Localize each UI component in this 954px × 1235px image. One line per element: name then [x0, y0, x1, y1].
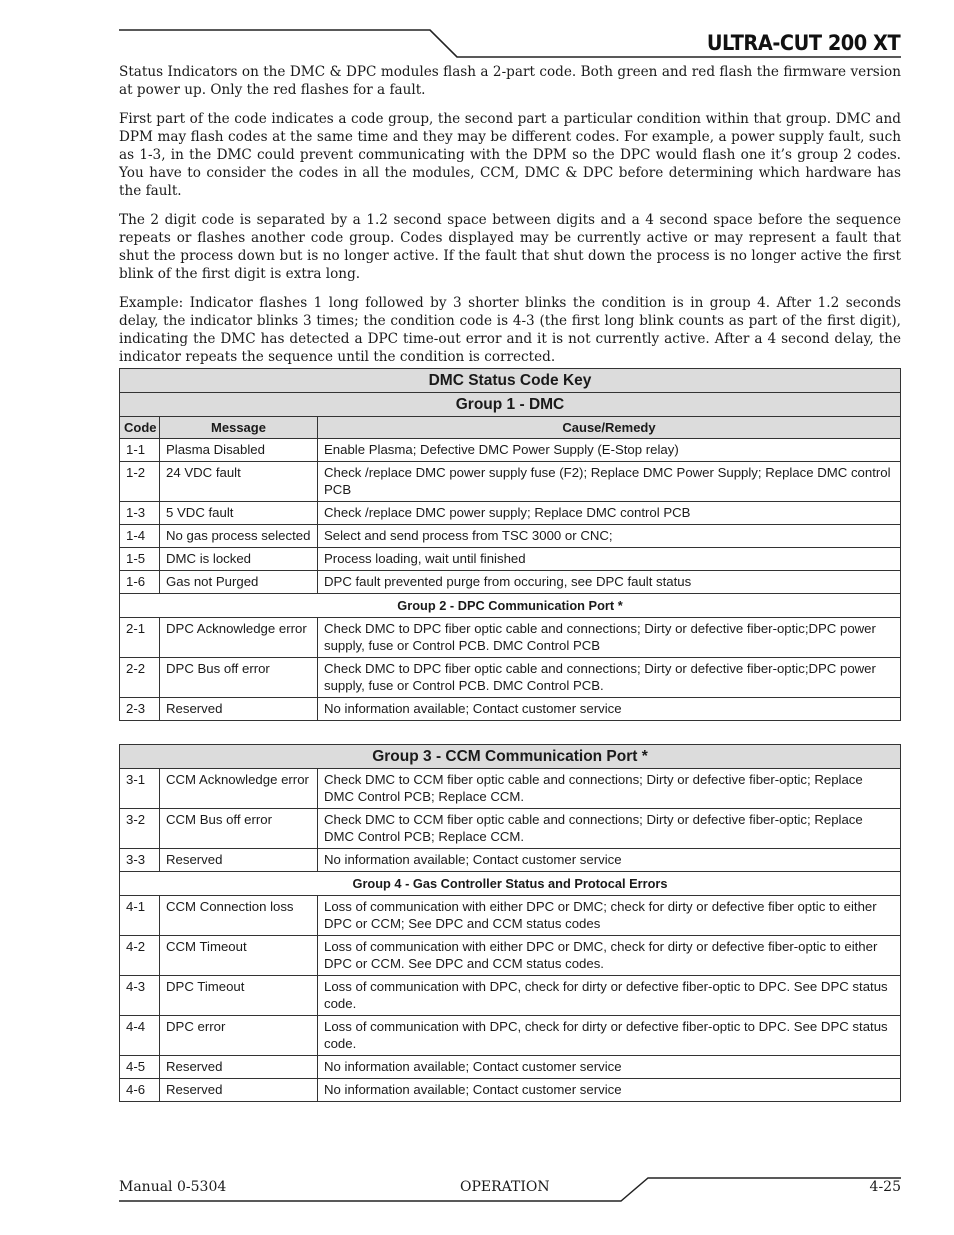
code-cell: 1-1 [120, 439, 160, 462]
message-cell: CCM Timeout [160, 936, 318, 976]
table-row [120, 462, 901, 502]
intro-paragraph-2: First part of the code indicates a code group, the second part a particular condition within that group. DMC and DPM may flash codes at the same time and they may be different codes. For example, a power supply fault, such as 1-3, in the DMC could prevent communicating with the DPM so the DPC would flash one it’s group 2 codes. You have to consider the codes in all the modules, CCM, DMC & DPC before determining which hardware has the fault. [119, 111, 901, 199]
table-row [120, 1016, 901, 1056]
message-cell: DPC Acknowledge error [160, 618, 318, 658]
code-cell: 3-2 [120, 809, 160, 849]
code-cell: 4-1 [120, 896, 160, 936]
column-header-message: Message [160, 417, 318, 439]
table-row [120, 548, 901, 571]
column-header-code: Code [120, 417, 160, 439]
table-row [120, 769, 901, 809]
cause-remedy-cell: DPC fault prevented purge from occuring, see DPC fault status [318, 571, 901, 594]
code-cell: 1-4 [120, 525, 160, 548]
message-cell: Reserved [160, 1056, 318, 1079]
code-cell: 3-3 [120, 849, 160, 872]
message-cell: CCM Connection loss [160, 896, 318, 936]
table-row [120, 936, 901, 976]
cause-remedy-cell: Check DMC to CCM fiber optic cable and connections; Dirty or defective fiber-optic; Replace DMC Control PCB; Replace CCM. [318, 809, 901, 849]
code-cell: 1-3 [120, 502, 160, 525]
intro-text [119, 63, 901, 377]
code-cell: 4-4 [120, 1016, 160, 1056]
code-cell: 1-6 [120, 571, 160, 594]
cause-remedy-cell: Loss of communication with either DPC or DMC, check for dirty or defective fiber-optic to either DPC or CCM. See DPC and CCM status codes. [318, 936, 901, 976]
table-row [120, 698, 901, 721]
cause-remedy-cell: No information available; Contact customer service [318, 1056, 901, 1079]
message-cell: CCM Acknowledge error [160, 769, 318, 809]
cause-remedy-cell: Check DMC to CCM fiber optic cable and connections; Dirty or defective fiber-optic; Replace DMC Control PCB; Replace CCM. [318, 769, 901, 809]
cause-remedy-cell: No information available; Contact customer service [318, 1079, 901, 1102]
message-cell: DMC is locked [160, 548, 318, 571]
intro-paragraph-3: The 2 digit code is separated by a 1.2 second space between digits and a 4 second space before the sequence repeats or flashes another code group. Codes displayed may be currently active or may represent a fault that shut the process down but is no longer active. If the fault that shut down the process is no longer active the first blink of the first digit is extra long. [119, 212, 901, 282]
cause-remedy-cell: Enable Plasma; Defective DMC Power Supply (E-Stop relay) [318, 439, 901, 462]
document-title: ULTRA-CUT 200 XT [706, 31, 900, 55]
group2-title: Group 2 - DPC Communication Port * [120, 594, 901, 618]
message-cell: Reserved [160, 849, 318, 872]
cause-remedy-cell: Check /replace DMC power supply; Replace DMC control PCB [318, 502, 901, 525]
code-cell: 4-5 [120, 1056, 160, 1079]
group-title-row [120, 745, 901, 769]
group-subheader-row [120, 872, 901, 896]
table-row [120, 1079, 901, 1102]
code-cell: 4-3 [120, 976, 160, 1016]
code-cell: 2-2 [120, 658, 160, 698]
message-cell: DPC Bus off error [160, 658, 318, 698]
message-cell: DPC Timeout [160, 976, 318, 1016]
code-cell: 3-1 [120, 769, 160, 809]
cause-remedy-cell: No information available; Contact customer service [318, 698, 901, 721]
cause-remedy-cell: Loss of communication with DPC, check for dirty or defective fiber-optic to DPC. See DPC status code. [318, 976, 901, 1016]
table-row [120, 658, 901, 698]
code-cell: 2-1 [120, 618, 160, 658]
footer-page-number: 4-25 [869, 1179, 901, 1195]
intro-paragraph-1: Status Indicators on the DMC & DPC modules flash a 2-part code. Both green and red flash the firmware version at power up. Only the red flashes for a fault. [119, 64, 901, 98]
table-row [120, 618, 901, 658]
table-row [120, 439, 901, 462]
group-subheader-row [120, 594, 901, 618]
column-header-cause: Cause/Remedy [318, 417, 901, 439]
message-cell: 5 VDC fault [160, 502, 318, 525]
cause-remedy-cell: Select and send process from TSC 3000 or CNC; [318, 525, 901, 548]
cause-remedy-cell: Check DMC to DPC fiber optic cable and connections; Dirty or defective fiber-optic;DPC power supply, fuse or Control PCB. DMC Control PCB [318, 618, 901, 658]
dmc-status-table-2 [119, 744, 901, 1102]
group-title-row [120, 393, 901, 417]
code-cell: 4-2 [120, 936, 160, 976]
message-cell: Reserved [160, 698, 318, 721]
group1-title: Group 1 - DMC [120, 393, 901, 417]
group3-title: Group 3 - CCM Communication Port * [120, 745, 901, 769]
dmc-status-table-1 [119, 368, 901, 721]
table-row [120, 571, 901, 594]
message-cell: DPC error [160, 1016, 318, 1056]
message-cell: Reserved [160, 1079, 318, 1102]
message-cell: CCM Bus off error [160, 809, 318, 849]
table-row [120, 896, 901, 936]
cause-remedy-cell: Process loading, wait until finished [318, 548, 901, 571]
table-row [120, 809, 901, 849]
cause-remedy-cell: Loss of communication with DPC, check for dirty or defective fiber-optic to DPC. See DPC status code. [318, 1016, 901, 1056]
table-row [120, 849, 901, 872]
table-row [120, 502, 901, 525]
table-row [120, 1056, 901, 1079]
code-cell: 1-2 [120, 462, 160, 502]
code-cell: 2-3 [120, 698, 160, 721]
cause-remedy-cell: Check DMC to DPC fiber optic cable and connections; Dirty or defective fiber-optic;DPC power supply, fuse or Control PCB. DMC Control PCB. [318, 658, 901, 698]
cause-remedy-cell: Check /replace DMC power supply fuse (F2); Replace DMC Power Supply; Replace DMC control PCB [318, 462, 901, 502]
table-title-row [120, 369, 901, 393]
cause-remedy-cell: No information available; Contact customer service [318, 849, 901, 872]
code-cell: 4-6 [120, 1079, 160, 1102]
cause-remedy-cell: Loss of communication with either DPC or DMC; check for dirty or defective fiber optic to either DPC or CCM; See DPC and CCM status codes [318, 896, 901, 936]
message-cell: Gas not Purged [160, 571, 318, 594]
table-title: DMC Status Code Key [120, 369, 901, 393]
column-header-row [120, 417, 901, 439]
footer-section: OPERATION [460, 1179, 550, 1195]
group4-title: Group 4 - Gas Controller Status and Protocal Errors [120, 872, 901, 896]
message-cell: Plasma Disabled [160, 439, 318, 462]
footer-manual: Manual 0-5304 [119, 1179, 227, 1195]
message-cell: No gas process selected [160, 525, 318, 548]
message-cell: 24 VDC fault [160, 462, 318, 502]
table-row [120, 976, 901, 1016]
code-cell: 1-5 [120, 548, 160, 571]
intro-paragraph-4: Example: Indicator flashes 1 long followed by 3 shorter blinks the condition is in group 4. After 1.2 seconds delay, the indicator blinks 3 times; the condition code is 4-3 (the first long blink counts as part of the first digit), indicating the DMC has detected a DPC time-out error and it is not currently active. After a 4 second delay, the indicator repeats the sequence until the condition is corrected. [119, 295, 901, 365]
table-row [120, 525, 901, 548]
